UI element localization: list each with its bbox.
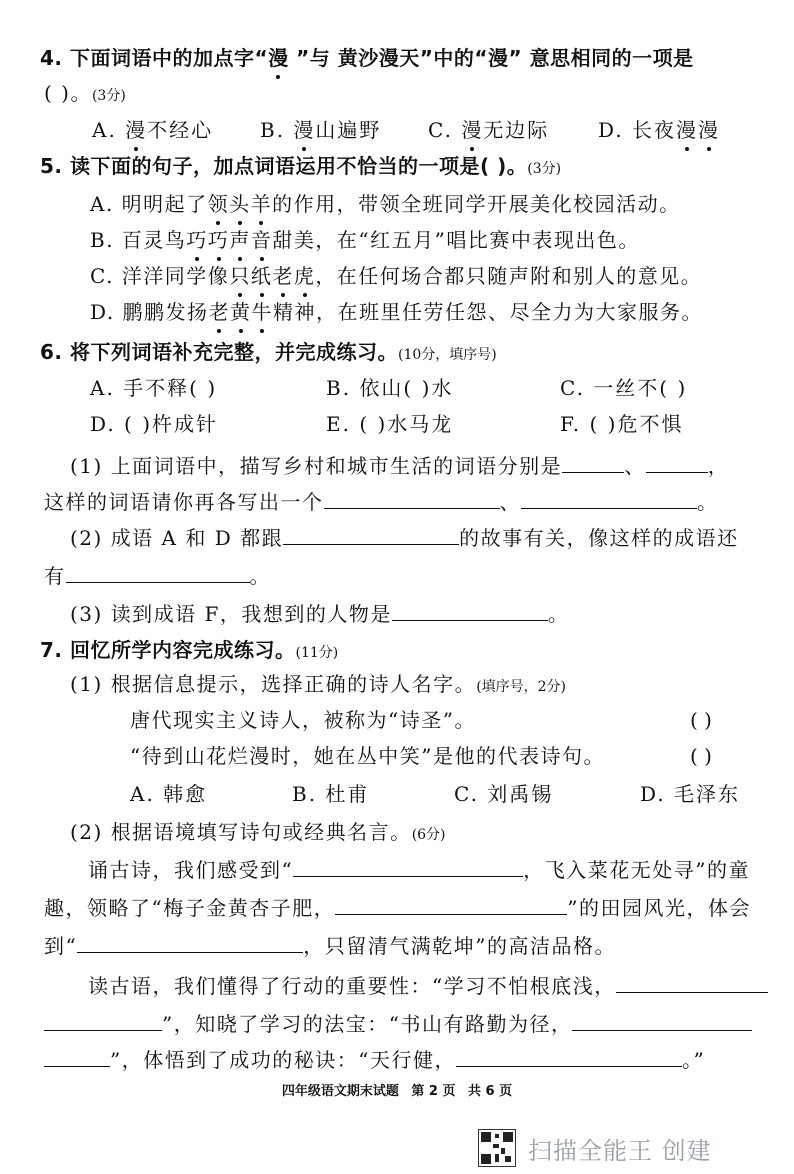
q7-fill-line3: 到“ ，只留清气满乾坤”的高洁品格。: [44, 930, 616, 960]
answer-blank[interactable]: [392, 598, 548, 621]
q7-part2-title: (2) 根据语境填写诗句或经典名言。(6分): [70, 820, 446, 844]
q6-sub2-line1: (2) 成语 A 和 D 都跟 的故事有关，像这样的成语还: [70, 522, 739, 552]
q6-word-e: E. ( )水马龙: [326, 412, 454, 436]
q7-clue2: “待到山花烂漫时，她在丛中笑”是他的代表诗句。: [130, 744, 605, 768]
q6-sub2-line2: 有 。: [44, 560, 271, 590]
answer-blank[interactable]: [646, 450, 708, 473]
scanner-watermark: [478, 1128, 712, 1168]
q7-fill-line4: 读古语，我们懂得了行动的重要性：“学习不怕根底浅，: [88, 970, 768, 1000]
q5-option-c: C. 洋洋同学像只纸老虎，在任何场合都只随声附和别人的意见。: [90, 264, 703, 288]
q5-option-a: A. 明明起了领头羊的作用，带领全班同学开展美化校园活动。: [90, 192, 681, 216]
answer-blank[interactable]: [335, 892, 567, 915]
q4-option-a: A. 漫不经心: [92, 118, 214, 142]
q4-option-d: D. 长夜漫漫: [598, 118, 721, 142]
answer-blank[interactable]: [293, 854, 523, 877]
q7-part1-title: (1) 根据信息提示，选择正确的诗人名字。(填序号，2分): [70, 672, 567, 696]
q6-word-a: A. 手不释( ): [90, 376, 218, 400]
answer-blank[interactable]: [616, 970, 768, 993]
q6-sub1-line1: (1) 上面词语中，描写乡村和城市生活的词语分别是 、 ，: [70, 450, 729, 480]
q6-sub3: (3) 读到成语 F，我想到的人物是 。: [70, 598, 569, 628]
q5-title: 5. 读下面的句子，加点词语运用不恰当的一项是( )。(3分): [40, 154, 562, 178]
q4-title: 4. 下面词语中的加点字“漫 ”与 黄沙漫天”中的“漫” 意思相同的一项是: [40, 46, 694, 70]
answer-blank[interactable]: [572, 1008, 752, 1031]
watermark-text: 扫描全能王 创建: [528, 1136, 712, 1165]
q7-clue1: 唐代现实主义诗人，被称为“诗圣”。: [130, 708, 476, 732]
q4-option-b: B. 漫山遍野: [260, 118, 382, 142]
q7-fill-line1: 诵古诗，我们感受到“ ，飞入菜花无处寻”的童: [88, 854, 750, 884]
answer-blank[interactable]: [77, 930, 303, 953]
q6-word-b: B. 依山( )水: [326, 376, 454, 400]
answer-paren[interactable]: ( ): [690, 708, 712, 732]
q5-option-d: D. 鹏鹏发扬老黄牛精神，在班里任劳任怨、尽全力为大家服务。: [90, 300, 704, 324]
answer-blank[interactable]: [456, 1044, 682, 1067]
answer-paren[interactable]: ( ): [690, 744, 712, 768]
poet-option-c: C. 刘禹锡: [454, 782, 554, 806]
page-number: 第 2 页: [411, 1084, 456, 1099]
answer-blank[interactable]: [324, 486, 500, 509]
answer-blank[interactable]: [44, 1044, 110, 1067]
dotted-char: 漫: [268, 46, 289, 70]
q4-option-c: C. 漫无边际: [428, 118, 550, 142]
q7-fill-line2: 趣，领略了“梅子金黄杏子肥， ”的田园风光，体会: [44, 892, 751, 922]
answer-blank[interactable]: [44, 1008, 162, 1031]
poet-option-a: A. 韩愈: [130, 782, 208, 806]
poet-option-d: D. 毛泽东: [640, 782, 741, 806]
answer-blank[interactable]: [283, 522, 459, 545]
q4-title-line2: ( )。(3分): [44, 81, 126, 105]
exam-name: 四年级语文期末试题: [281, 1084, 399, 1099]
page-footer: [0, 1080, 794, 1099]
q7-fill-line6: ”，体悟到了成功的秘诀：“天行健， 。”: [44, 1044, 705, 1074]
q7-fill-line5: ”，知晓了学习的法宝：“书山有路勤为径，: [44, 1008, 752, 1038]
q6-word-c: C. 一丝不( ): [560, 376, 688, 400]
q7-title: 7. 回忆所学内容完成练习。(11分): [40, 638, 339, 662]
q6-word-f: F. ( )危不惧: [560, 412, 684, 436]
poet-option-b: B. 杜甫: [292, 782, 370, 806]
answer-blank[interactable]: [66, 560, 250, 583]
answer-blank[interactable]: [521, 486, 697, 509]
qr-code-icon: [478, 1129, 516, 1167]
answer-blank[interactable]: [562, 450, 624, 473]
q5-option-b: B. 百灵鸟巧巧声音甜美，在“红五月”唱比赛中表现出色。: [90, 228, 640, 252]
q6-word-d: D. ( )杵成针: [90, 412, 218, 436]
q6-sub1-line2: 这样的词语请你再各写出一个 、 。: [44, 486, 719, 516]
page-total: 共 6 页: [468, 1084, 513, 1099]
q6-title: 6. 将下列词语补充完整，并完成练习。(10分，填序号): [40, 340, 497, 364]
